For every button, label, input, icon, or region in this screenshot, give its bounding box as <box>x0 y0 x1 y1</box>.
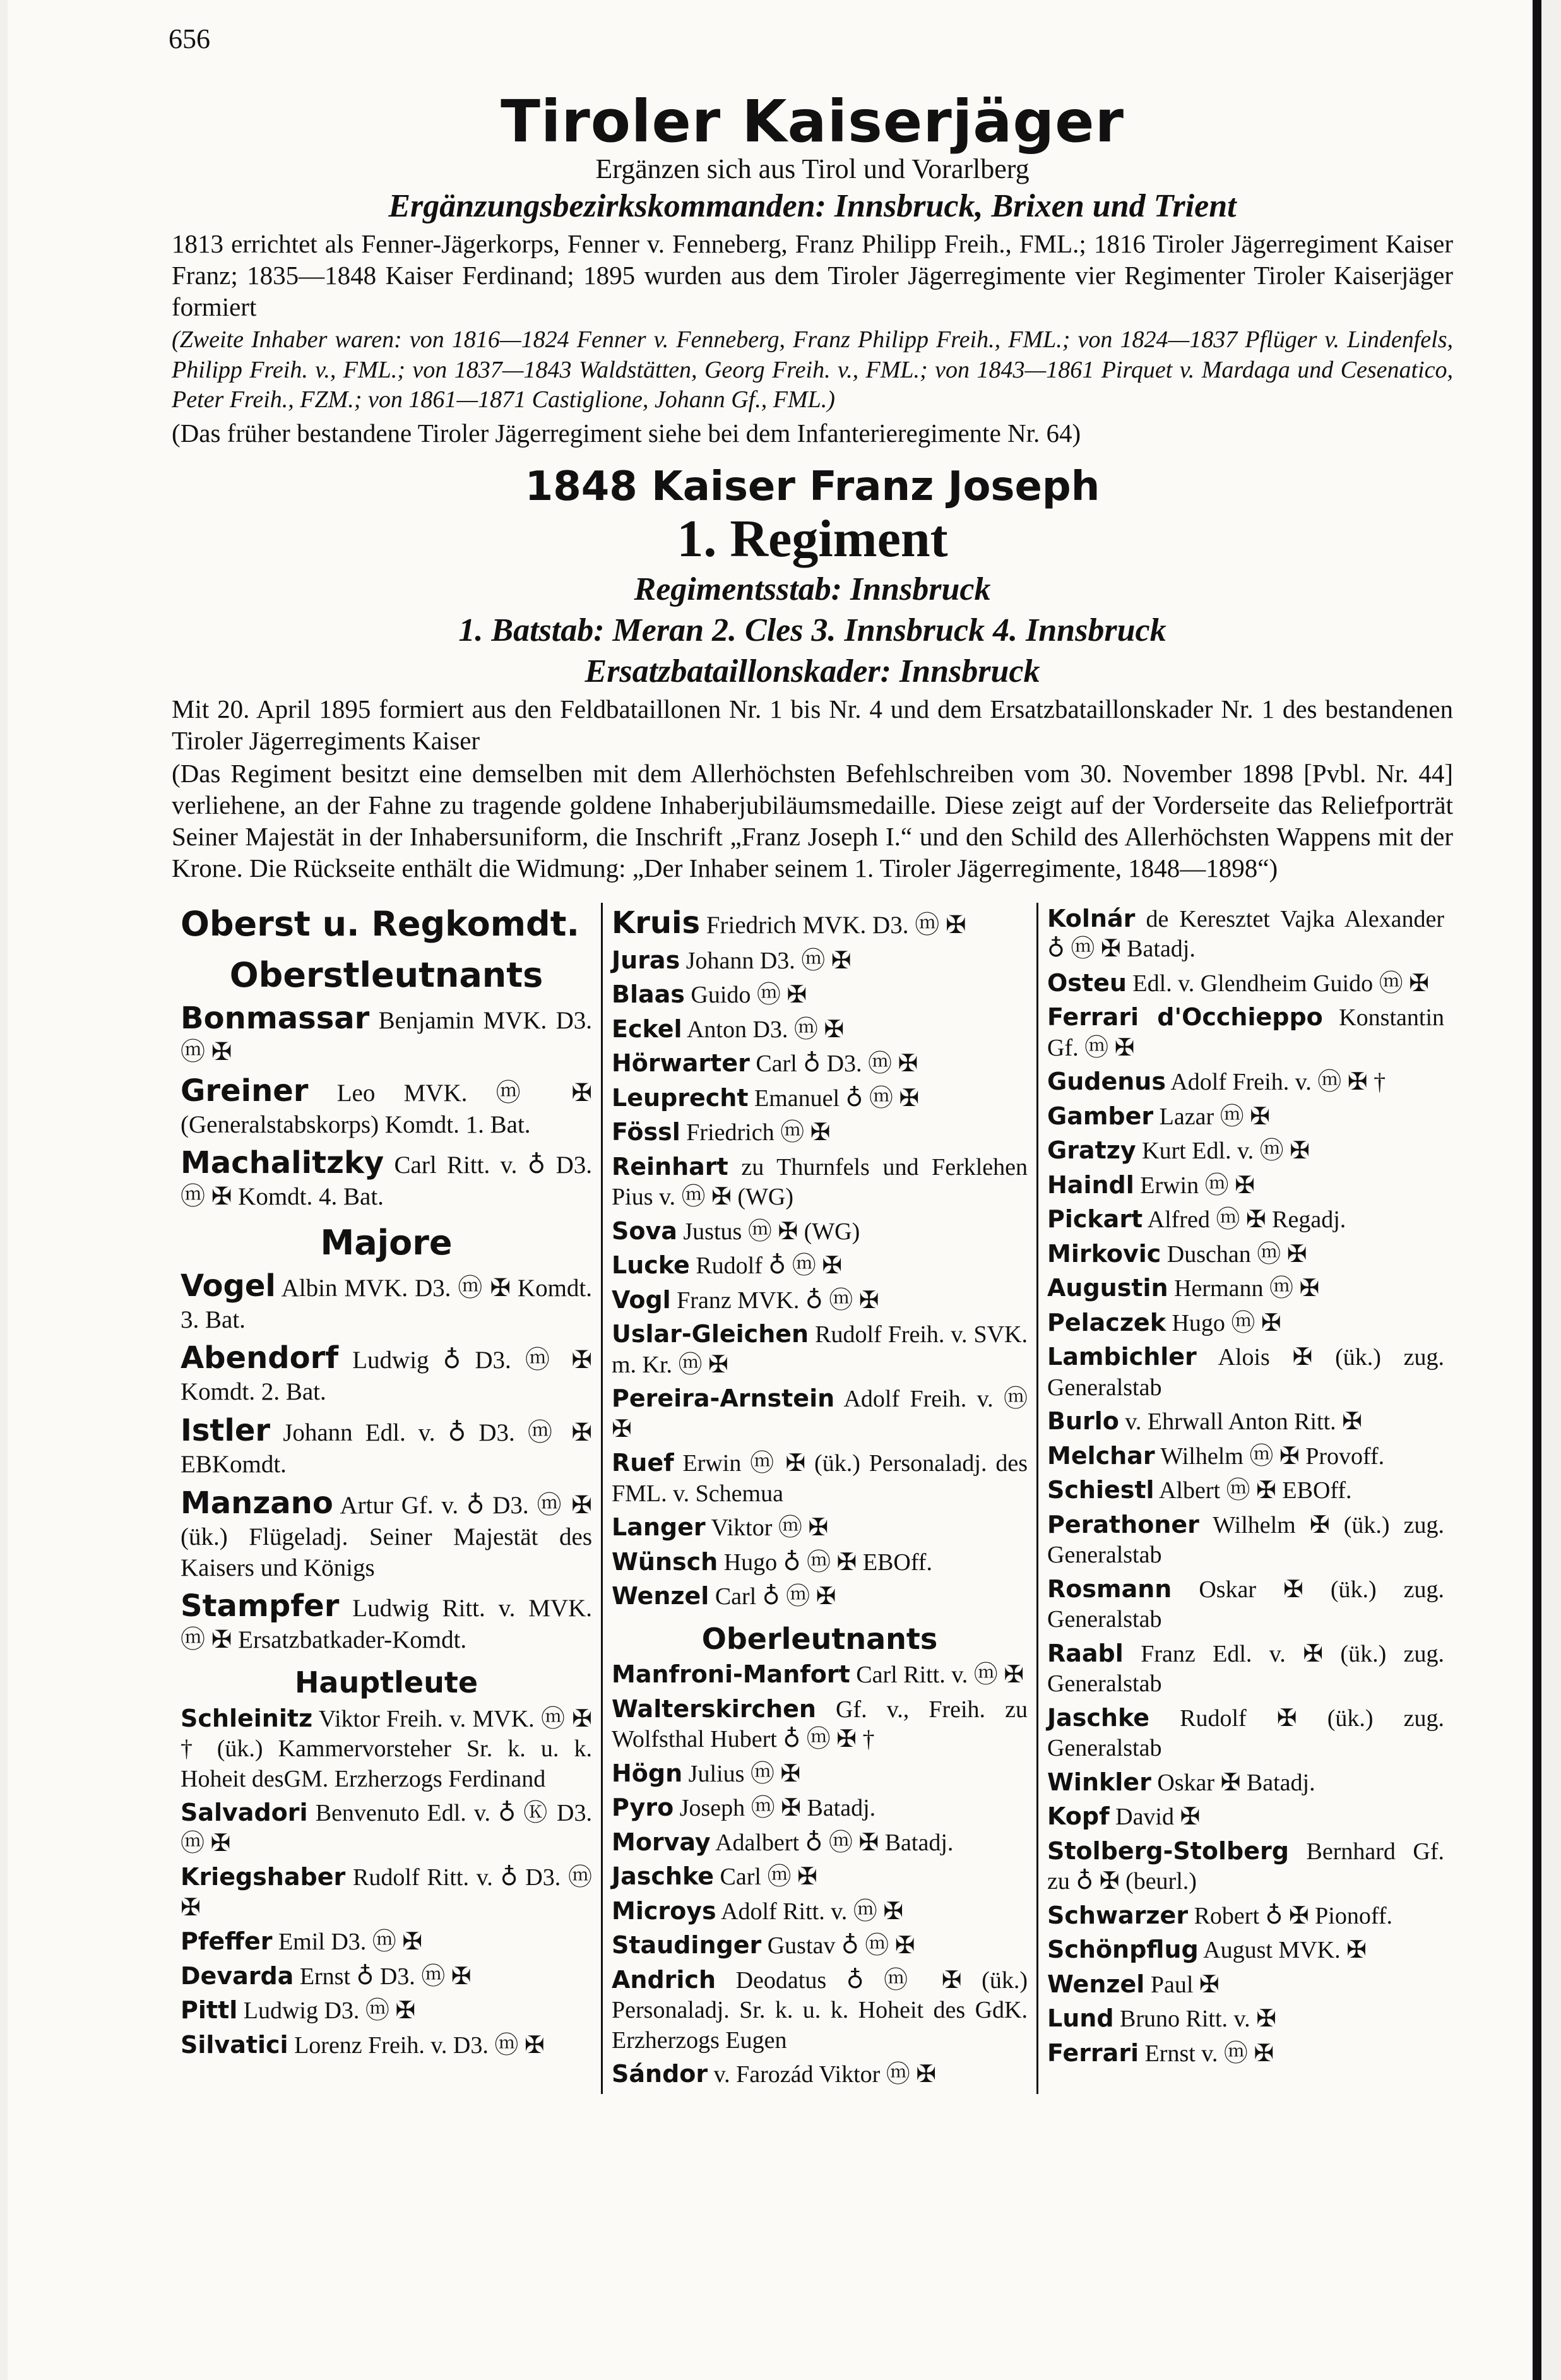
list-item: Leuprecht Emanuel ♁ ⓜ ✠ <box>612 1083 920 1112</box>
list-item: Rosmann Oskar ✠ (ük.) zug. Generalstab <box>1047 1574 1445 1633</box>
page-title: Tiroler Kaiserjäger <box>501 88 1124 155</box>
majore-heading: Majore <box>320 1223 453 1263</box>
content <box>172 88 1453 2094</box>
list-item: Juras Johann D3. ⓜ ✠ <box>612 946 852 974</box>
majore-list <box>181 1267 592 1657</box>
list-item: Reinhart zu Thurnfels und Ferklehen Pius v. ⓜ ✠ (WG) <box>612 1152 1028 1211</box>
owners-text: (Zweite Inhaber waren: von 1816—1824 Fenner v. Fenneberg, Franz Philipp Freih., FML.; von 1824—1837 Pflüger v. Lindenfels, Philipp Freih. v., FML.; von 1837—1843 Waldstätten, Georg Freih. v., FML.; von 1843—1861 Pirquet v. Mardaga und Cesenatico, Peter Freih., FZM.; von 1861—1871 Castiglione, Johann Gf., FML.) <box>172 326 1453 413</box>
column-2 <box>601 903 1036 2094</box>
list-item: Machalitzky Carl Ritt. v. ♁ D3. ⓜ ✠ Komdt. 4. Bat. <box>181 1145 592 1211</box>
list-item: Pittl Ludwig D3. ⓜ ✠ <box>181 1996 416 2025</box>
column-3 <box>1036 903 1453 2094</box>
list-item: Schleinitz Viktor Freih. v. MVK. ⓜ ✠ † (ük.) Kammervorsteher Sr. k. u. k. Hoheit desGM. Erzherzogs Ferdinand <box>181 1704 592 1792</box>
subtitle: Ergänzen sich aus Tirol und Vorarlberg <box>595 153 1030 184</box>
list-item: Lucke Rudolf ♁ ⓜ ✠ <box>612 1251 843 1280</box>
list-item: Pickart Alfred ⓜ ✠ Regadj. <box>1047 1205 1346 1234</box>
list-item: Manfroni-Manfort Carl Ritt. v. ⓜ ✠ <box>612 1660 1024 1689</box>
list-item: Salvadori Benvenuto Edl. v. ♁ Ⓚ D3. ⓜ ✠ <box>181 1799 593 1857</box>
oberleutnants-list <box>612 1660 1028 2090</box>
list-item: Ferrari d'Occhieppo Konstantin Gf. ⓜ ✠ <box>1047 1003 1445 1061</box>
list-item: Jaschke Carl ⓜ ✠ <box>612 1862 817 1891</box>
list-item: Kolnár de Keresztet Vajka Alexander ♁ ⓜ ✠ Batadj. <box>1047 904 1444 963</box>
page <box>8 0 1541 2380</box>
list-item: Abendorf Ludwig ♁ D3. ⓜ ✠ Komdt. 2. Bat. <box>181 1340 592 1406</box>
list-item: Raabl Franz Edl. v. ✠ (ük.) zug. Generalstab <box>1047 1639 1445 1698</box>
oberleutnants-heading: Oberleutnants <box>701 1621 938 1656</box>
recruiting-districts: Ergänzungsbezirkskommanden: Innsbruck, Brixen und Trient <box>388 188 1237 225</box>
list-item: Perathoner Wilhelm ✠ (ük.) zug. Generalstab <box>1047 1510 1444 1569</box>
list-item: Kruis Friedrich MVK. D3. ⓜ ✠ <box>612 905 966 941</box>
list-item: Hörwarter Carl ♁ D3. ⓜ ✠ <box>612 1049 918 1078</box>
list-item: Ruef Erwin ⓜ ✠ (ük.) Personaladj. des FML. v. Schemua <box>612 1449 1028 1507</box>
list-item: Kopf David ✠ <box>1047 1802 1201 1831</box>
list-item: Haindl Erwin ⓜ ✠ <box>1047 1170 1255 1199</box>
list-item: Andrich Deodatus ♁ ⓜ ✠ (ük.) Personaladj. Sr. k. u. k. Hoheit des GdK. Erzherzogs Eugen <box>612 1965 1028 2054</box>
list-item: Jaschke Rudolf ✠ (ük.) zug. Generalstab <box>1047 1703 1445 1762</box>
list-item: Microys Adolf Ritt. v. ⓜ ✠ <box>612 1896 904 1925</box>
reserve-cadre: Ersatzbataillonskader: Innsbruck <box>585 653 1040 689</box>
list-item: Istler Johann Edl. v. ♁ D3. ⓜ ✠ EBKomdt. <box>181 1413 593 1479</box>
list-item: Winkler Oskar ✠ Batadj. <box>1047 1768 1315 1796</box>
list-item: Gratzy Kurt Edl. v. ⓜ ✠ <box>1047 1136 1310 1165</box>
list-item: Pelaczek Hugo ⓜ ✠ <box>1047 1308 1281 1336</box>
formation-text: Mit 20. April 1895 formiert aus den Feldbataillonen Nr. 1 bis Nr. 4 und dem Ersatzbataillonskader Nr. 1 des bestandenen Tiroler Jägerregiments Kaiser <box>172 694 1453 755</box>
regiment-number: 1. Regiment <box>677 509 948 569</box>
list-item: Morvay Adalbert ♁ ⓜ ✠ Batadj. <box>612 1828 954 1856</box>
list-item: Vogel Albin MVK. D3. ⓜ ✠ Komdt. 3. Bat. <box>181 1268 592 1333</box>
list-item: Augustin Hermann ⓜ ✠ <box>1047 1274 1320 1302</box>
page-number: 656 <box>169 23 210 54</box>
list-item: Pyro Joseph ⓜ ✠ Batadj. <box>612 1794 876 1822</box>
list-item: Greiner Leo MVK. ⓜ ✠ (Generalstabskorps) Komdt. 1. Bat. <box>181 1073 593 1138</box>
list-item: Pfeffer Emil D3. ⓜ ✠ <box>181 1927 423 1956</box>
history-text: 1813 errichtet als Fenner-Jägerkorps, Fenner v. Fenneberg, Franz Philipp Freih., FML.; 1816 Tiroler Jägerregiment Kaiser Franz; 1835—1848 Kaiser Ferdinand; 1895 wurden aus dem Tiroler Jägerregimente vier Regimenter Tiroler Kaiserjäger formiert <box>172 229 1453 322</box>
list-item: Sándor v. Farozád Viktor ⓜ ✠ <box>612 2060 937 2088</box>
list-item: Blaas Guido ⓜ ✠ <box>612 980 807 1009</box>
list-item: Eckel Anton D3. ⓜ ✠ <box>612 1014 845 1043</box>
list-item: Stolberg-Stolberg Bernhard Gf. zu ♁ ✠ (beurl.) <box>1047 1836 1445 1895</box>
oberst-heading: Oberst u. Regkomdt. <box>181 903 579 944</box>
list-item: Langer Viktor ⓜ ✠ <box>612 1513 829 1542</box>
list-item: Schwarzer Robert ♁ ✠ Pionoff. <box>1047 1901 1392 1929</box>
medal-text: (Das Regiment besitzt eine demselben mit dem Allerhöchsten Befehlschreiben vom 30. November 1898 [Pvbl. Nr. 44] verliehene, an der Fahne zu tragende goldene Inhaberjubiläumsmedaille. Diese zeigt auf der Vorderseite das Reliefporträt Seiner Majestät in der Inhabersuniform, die Inschrift „Franz Joseph I.“ und den Schild des Allerhöchsten Wappens mit der Krone. Die Rückseite enthält die Widmung: „Der Inhaber seinem 1. Tiroler Jägerregimente, 1848—1898“) <box>172 758 1453 883</box>
list-item: Wenzel Paul ✠ <box>1047 1970 1220 1998</box>
list-item: Burlo v. Ehrwall Anton Ritt. ✠ <box>1047 1407 1362 1436</box>
list-item: Bonmassar Benjamin MVK. D3. ⓜ ✠ <box>181 1000 592 1066</box>
list-item: Gamber Lazar ⓜ ✠ <box>1047 1102 1270 1130</box>
officer-columns <box>172 903 1453 2094</box>
regiment-name: 1848 Kaiser Franz Joseph <box>525 463 1100 510</box>
column-1 <box>172 903 601 2094</box>
battalion-staffs: 1. Batstab: Meran 2. Cles 3. Innsbruck 4. Innsbruck <box>458 612 1166 648</box>
list-item: Devarda Ernst ♁ D3. ⓜ ✠ <box>181 1961 472 1990</box>
list-item: Osteu Edl. v. Glendheim Guido ⓜ ✠ <box>1047 968 1429 997</box>
list-item: Sova Justus ⓜ ✠ (WG) <box>612 1217 860 1245</box>
hauptleute-heading: Hauptleute <box>294 1665 478 1700</box>
oberstleutnants-list <box>181 999 592 1213</box>
list-item: Vogl Franz MVK. ♁ ⓜ ✠ <box>612 1285 879 1314</box>
list-item: Fössl Friedrich ⓜ ✠ <box>612 1118 831 1146</box>
list-item: Lambichler Alois ✠ (ük.) zug. Generalstab <box>1047 1343 1444 1401</box>
regiment-staff: Regimentsstab: Innsbruck <box>634 571 991 607</box>
list-item: Silvatici Lorenz Freih. v. D3. ⓜ ✠ <box>181 2030 545 2059</box>
hauptleute-continued-list <box>612 904 1028 1612</box>
list-item: Kriegshaber Rudolf Ritt. v. ♁ D3. ⓜ ✠ <box>181 1863 593 1921</box>
former-regiment-note: (Das früher bestandene Tiroler Jägerregiment siehe bei dem Infanterieregimente Nr. 64) <box>172 418 1081 448</box>
hauptleute-list <box>181 1704 592 2061</box>
oberleutnants-continued-list <box>1047 904 1444 2069</box>
list-item: Staudinger Gustav ♁ ⓜ ✠ <box>612 1931 915 1960</box>
list-item: Wünsch Hugo ♁ ⓜ ✠ EBOff. <box>612 1547 932 1576</box>
list-item: Mirkovic Duschan ⓜ ✠ <box>1047 1239 1307 1268</box>
oberstleutnants-heading: Oberstleutnants <box>229 955 543 996</box>
list-item: Gudenus Adolf Freih. v. ⓜ ✠ † <box>1047 1068 1386 1096</box>
list-item: Schiestl Albert ⓜ ✠ EBOff. <box>1047 1476 1352 1504</box>
list-item: Melchar Wilhelm ⓜ ✠ Provoff. <box>1047 1441 1385 1470</box>
list-item: Uslar-Gleichen Rudolf Freih. v. SVK. m. Kr. ⓜ ✠ <box>612 1320 1028 1378</box>
list-item: Högn Julius ⓜ ✠ <box>612 1759 801 1787</box>
list-item: Walterskirchen Gf. v., Freih. zu Wolfsthal Hubert ♁ ⓜ ✠ † <box>612 1694 1028 1753</box>
list-item: Stampfer Ludwig Ritt. v. MVK. ⓜ ✠ Ersatzbatkader-Komdt. <box>181 1588 592 1654</box>
list-item: Manzano Artur Gf. v. ♁ D3. ⓜ ✠ (ük.) Flügeladj. Seiner Majestät des Kaisers und Königs <box>181 1485 592 1581</box>
list-item: Wenzel Carl ♁ ⓜ ✠ <box>612 1582 836 1610</box>
list-item: Pereira-Arnstein Adolf Freih. v. ⓜ ✠ <box>612 1384 1028 1443</box>
list-item: Ferrari Ernst v. ⓜ ✠ <box>1047 2038 1274 2067</box>
list-item: Lund Bruno Ritt. v. ✠ <box>1047 2004 1276 2033</box>
list-item: Schönpflug August MVK. ✠ <box>1047 1936 1367 1964</box>
